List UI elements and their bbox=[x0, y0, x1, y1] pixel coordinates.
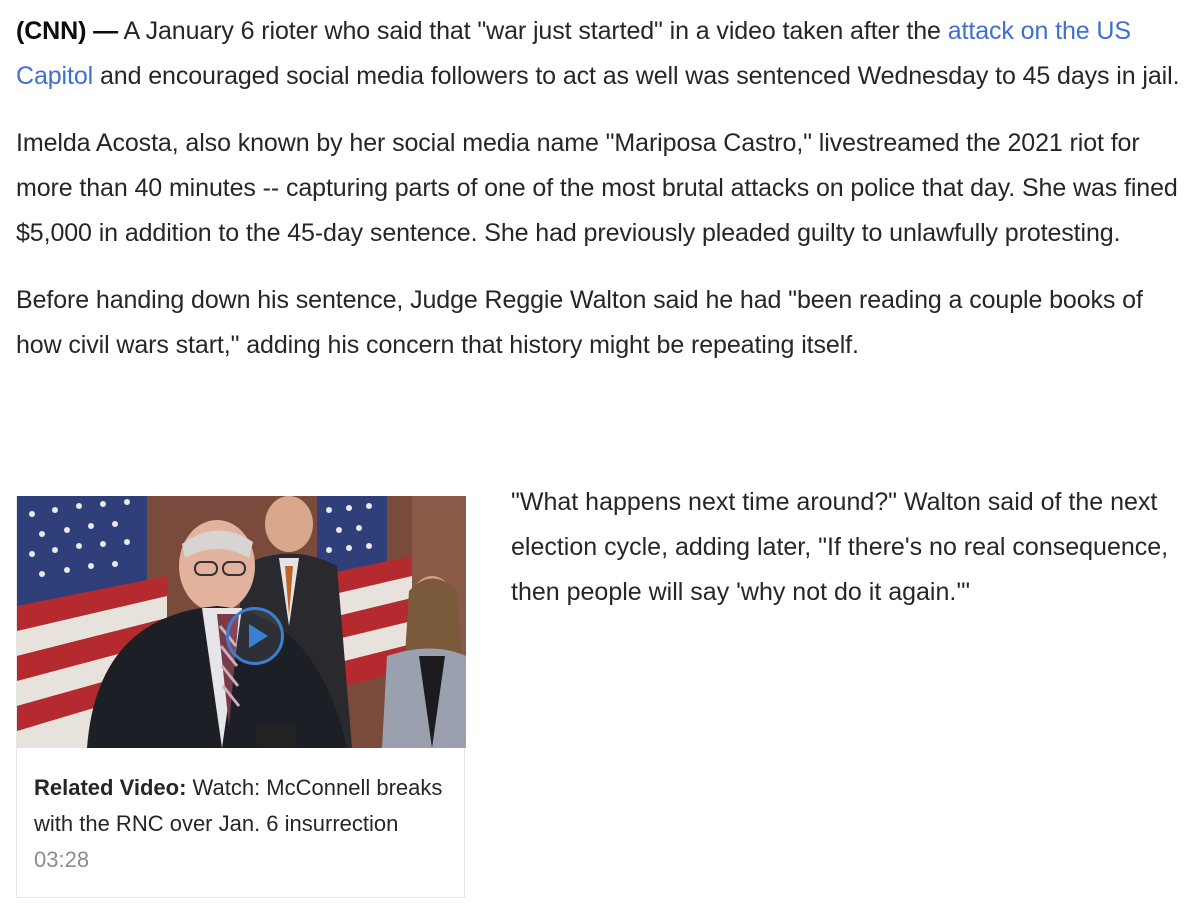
video-caption bbox=[17, 748, 464, 878]
article-body bbox=[16, 0, 1186, 368]
paragraph-1 bbox=[16, 9, 1186, 99]
paragraph-1-text-b: and encouraged social media followers to act as well was sentenced Wednesday to 45 days in jail. bbox=[93, 62, 1180, 90]
paragraph-2: Imelda Acosta, also known by her social media name "Mariposa Castro," livestreamed the 2021 riot for more than 40 minutes -- capturing parts of one of the most brutal attacks on police that day. She was fined $5,000 in addition to the 45-day sentence. She had previously pleaded guilty to unlawfully protesting. bbox=[16, 129, 1178, 247]
video-duration: 03:28 bbox=[34, 847, 90, 872]
dateline: (CNN) — bbox=[16, 17, 119, 45]
paragraph-1-text-a: A January 6 rioter who said that "war just started" in a video taken after the bbox=[118, 17, 948, 45]
capitol-attack-link[interactable]: attack on the US Capitol bbox=[16, 17, 1131, 90]
related-video-title[interactable]: Watch: McConnell breaks with the RNC over Jan. 6 insurrection bbox=[34, 775, 443, 836]
play-icon[interactable] bbox=[226, 607, 284, 665]
video-thumbnail[interactable] bbox=[17, 496, 466, 748]
related-video-card[interactable] bbox=[16, 496, 465, 898]
paragraph-3: Before handing down his sentence, Judge Reggie Walton said he had "been reading a couple books of how civil wars start," adding his concern that history might be repeating itself. bbox=[16, 286, 1143, 359]
related-video-label: Related Video: bbox=[34, 775, 187, 800]
paragraph-4: "What happens next time around?" Walton said of the next election cycle, adding later, "If there's no real consequence, then people will say 'why not do it again.'" bbox=[511, 488, 1169, 606]
